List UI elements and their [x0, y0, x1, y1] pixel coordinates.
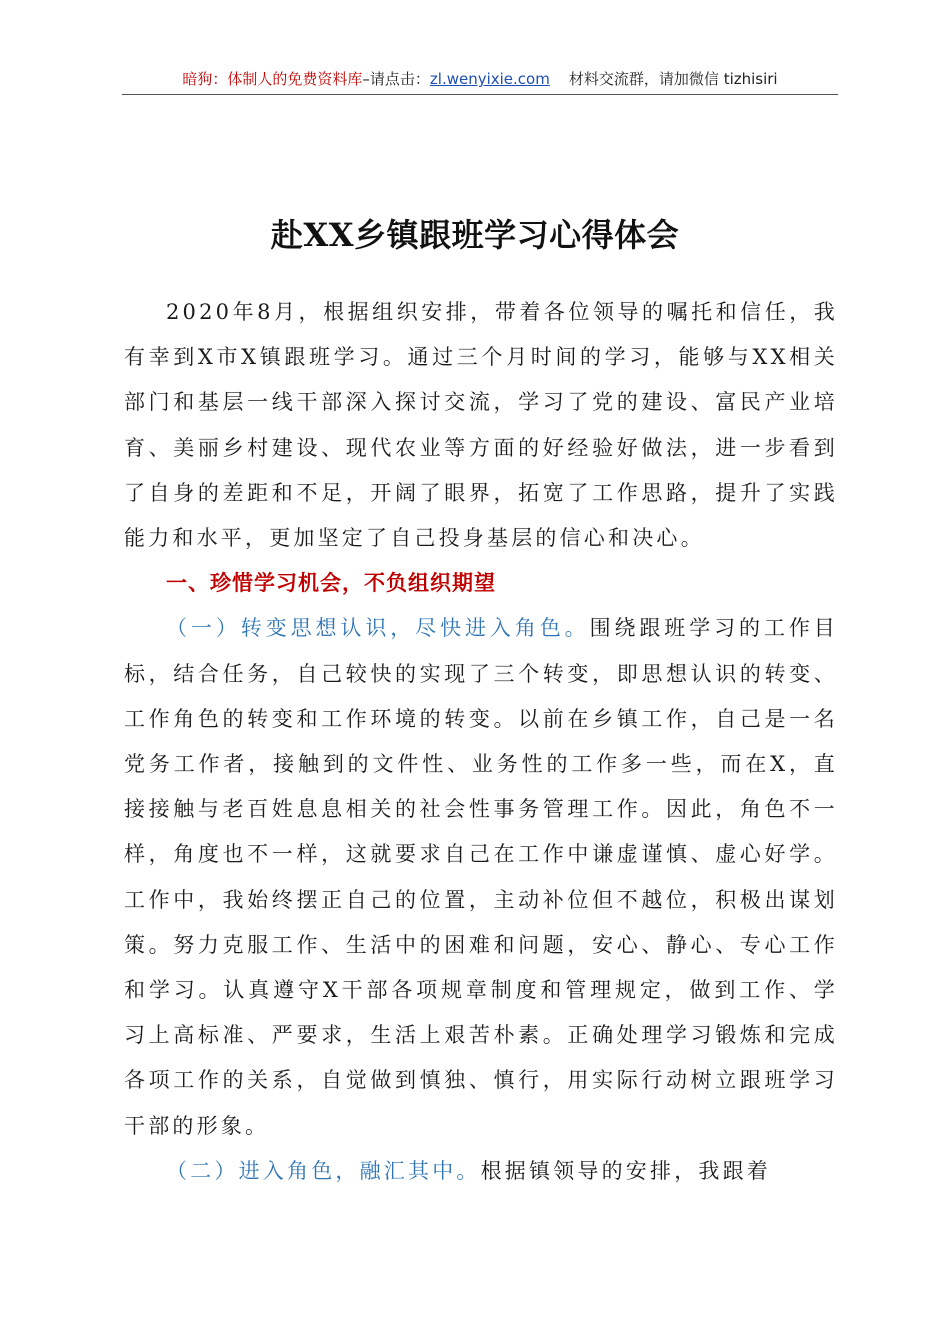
header-site-name: 暗狗：体制人的免费资料库	[182, 70, 363, 88]
header-wechat-note: 材料交流群，请加微信 tizhisiri	[568, 70, 778, 88]
header-site-link[interactable]: zl.wenyixie.com	[429, 70, 550, 88]
subsection-1-body: 围绕跟班学习的工作目标，结合任务，自己较快的实现了三个转变，即思想认识的转变、工作角色的转变和工作环境的转变。以前在乡镇工作，自己是一名党务工作者，接触到的文件性、业务性的工作多一些，而在X，直接接触与老百姓息息相关的社会性事务管理工作。因此，角色不一样，角度也不一样，这就要求自己在工作中谦虚谨慎、虚心好学。工作中，我始终摆正自己的位置，主动补位但不越位，积极出谋划策。努力克服工作、生活中的困难和问题，安心、静心、专心工作和学习。认真遵守X干部各项规章制度和管理规定，做到工作、学习上高标准、严要求，生活上艰苦朴素。正确处理学习锻炼和完成各项工作的关系，自觉做到慎独、慎行，用实际行动树立跟班学习干部的形象。	[124, 616, 838, 1138]
subsection-2-heading: （二）进入角色，融汇其中。	[166, 1158, 481, 1183]
subsection-2-body: 根据镇领导的安排，我跟着	[480, 1158, 772, 1183]
document-body	[124, 290, 838, 1194]
document-title: 赴XX乡镇跟班学习心得体会	[270, 216, 680, 254]
page-header	[122, 66, 838, 95]
subsection-1-paragraph	[124, 606, 838, 1148]
subsection-2-paragraph	[124, 1149, 838, 1194]
section-1-heading: 一、珍惜学习机会，不负组织期望	[166, 571, 496, 596]
subsection-1-heading: （一）转变思想认识，尽快进入角色。	[166, 616, 590, 641]
intro-paragraph: 2020年8月，根据组织安排，带着各位领导的嘱托和信任，我有幸到X市X镇跟班学习。通过三个月时间的学习，能够与XX相关部门和基层一线干部深入探讨交流，学习了党的建设、富民产业培育、美丽乡村建设、现代农业等方面的好经验好做法，进一步看到了自身的差距和不足，开阔了眼界，拓宽了工作思路，提升了实践能力和水平，更加坚定了自己投身基层的信心和决心。	[124, 300, 838, 551]
header-click-prompt: –请点击：	[362, 70, 430, 88]
